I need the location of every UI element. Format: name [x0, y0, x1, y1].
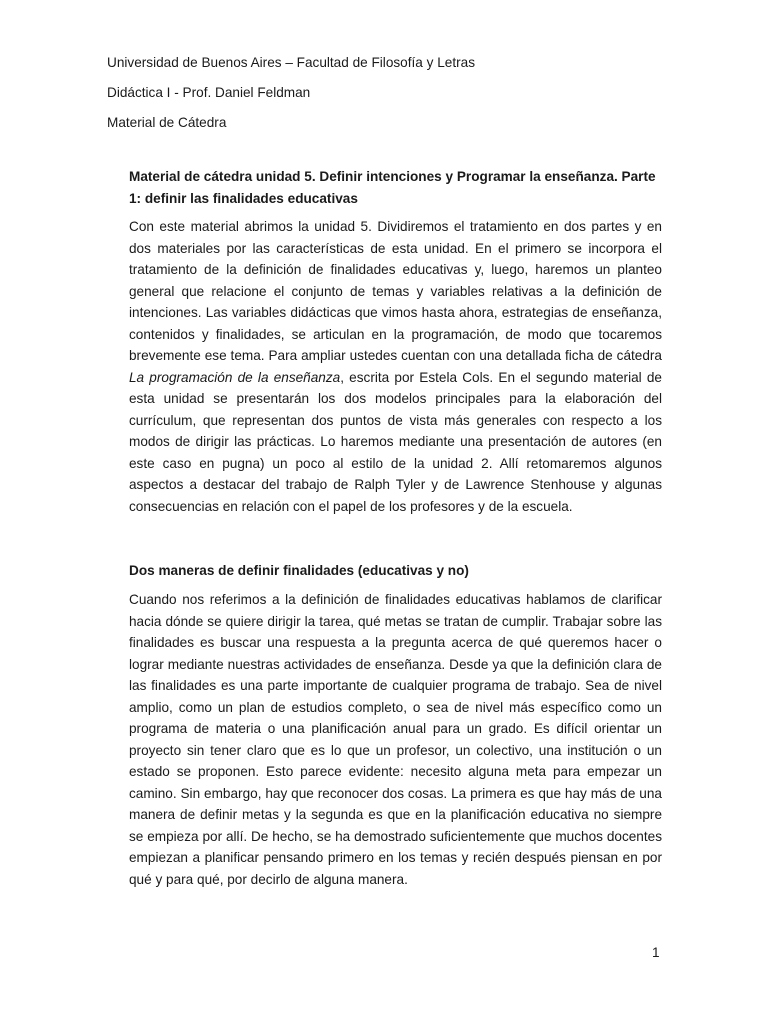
section2-title: Dos maneras de definir finalidades (educativas y no)	[129, 563, 469, 578]
header-university: Universidad de Buenos Aires – Facultad de Filosofía y Letras	[107, 55, 475, 70]
section1-body-text-a: Con este material abrimos la unidad 5. Dividiremos el tratamiento en dos partes y en dos materiales por las características de esta unidad. En el primero se incorpora el tratamiento de la definición de finalidades educativas y, luego, haremos un planteo general que relacione el conjunto de temas y variables relativas a la definición de intenciones. Las variables didácticas que vimos hasta ahora, estrategias de enseñanza, contenidos y finalidades, se articulan en la programación, de modo que tocaremos brevemente ese tema. Para ampliar ustedes cuentan con una detallada ficha de cátedra	[129, 219, 662, 363]
section1-body-italic: La programación de la enseñanza	[129, 369, 341, 385]
header-material: Material de Cátedra	[107, 115, 227, 130]
page-number: 1	[652, 945, 660, 960]
section2-body: Cuando nos referimos a la definición de finalidades educativas hablamos de clarificar hacia dónde se quiere dirigir la tarea, qué metas se tratan de cumplir. Trabajar sobre las finalidades es buscar una respuesta a la pregunta acerca de qué queremos hacer o lograr mediante nuestras actividades de enseñanza. Desde ya que la definición clara de las finalidades es una parte importante de cualquier programa de trabajo. Sea de nivel amplio, como un plan de estudios completo, o sea de nivel más específico como un programa de materia o una planificación anual para un grado. Es difícil orientar un proyecto sin tener claro que es lo que un profesor, un colectivo, una institución o un estado se proponen. Esto parece evidente: necesito alguna meta para empezar un camino. Sin embargo, hay que reconocer dos cosas. La primera es que hay más de una manera de definir metas y la segunda es que en la planificación educativa no siempre se empieza por allí. De hecho, se ha demostrado suficientemente que muchos docentes empiezan a planificar pensando primero en los temas y recién después piensan en por qué y para qué, por decirlo de alguna manera.	[129, 592, 662, 887]
section1-title: Material de cátedra unidad 5. Definir intenciones y Programar la enseñanza. Parte 1: definir las finalidades educativas	[129, 169, 656, 206]
section1-body	[129, 216, 662, 517]
section1-body-text-b: , escrita por Estela Cols. En el segundo material de esta unidad se presentarán los dos modelos principales para la elaboración del currículum, que representan dos puntos de vista más generales con respecto a los modos de dirigir las prácticas. Lo haremos mediante una presentación de autores (en este caso en pugna) un poco al estilo de la unidad 2. Allí retomaremos algunos aspectos a destacar del trabajo de Ralph Tyler y de Lawrence Stenhouse y algunas consecuencias en relación con el papel de los profesores y de la escuela.	[129, 369, 662, 514]
header-course: Didáctica I - Prof. Daniel Feldman	[107, 85, 311, 100]
